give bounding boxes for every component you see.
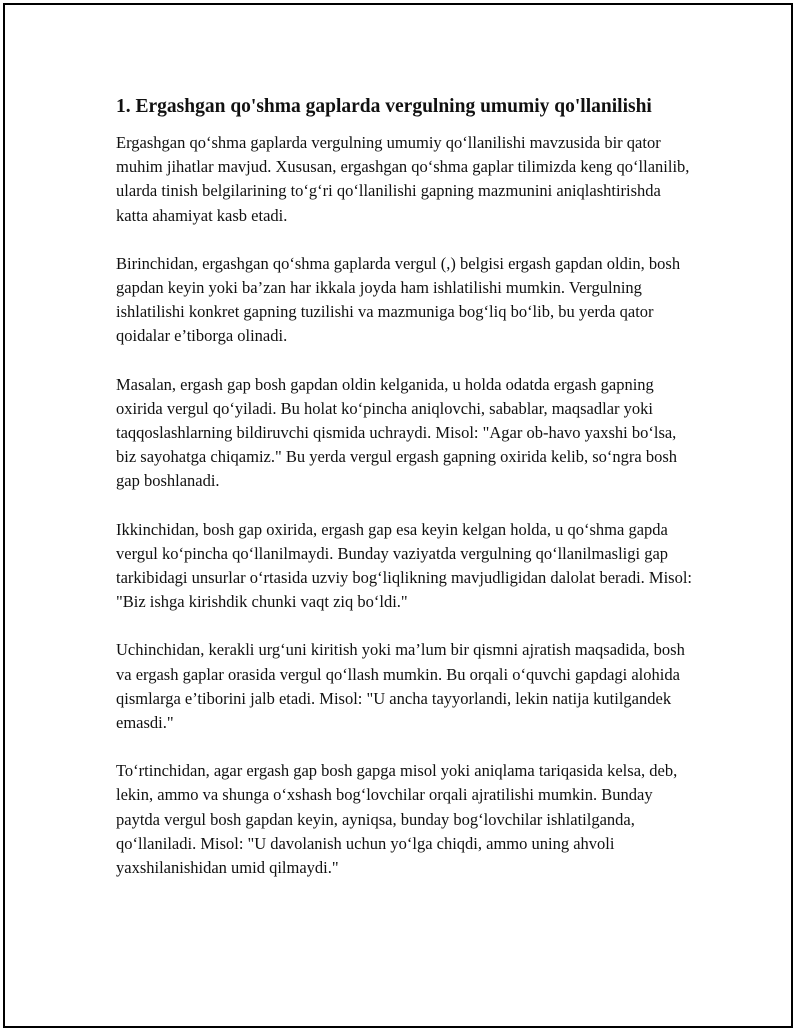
section-title: 1. Ergashgan qo'shma gaplarda vergulning umumiy qo'llanilishi bbox=[116, 96, 652, 117]
paragraph-intro: Ergashgan qo‘shma gaplarda vergulning umumiy qo‘llanilishi mavzusida bir qator muhim jihatlar mavjud. Xususan, ergashgan qo‘shma gaplar tilimizda keng qo‘llanilib, ularda tinish belgilarining to‘g‘ri qo‘llanilishi gapning mazmunini aniqlashtirishda katta ahamiyat kasb etadi. bbox=[116, 133, 690, 225]
paragraph-third-point: Uchinchidan, kerakli urg‘uni kiritish yoki ma’lum bir qismni ajratish maqsadida, bosh va ergash gaplar orasida vergul qo‘llash mumkin. Bu orqali o‘quvchi gapdagi alohida qismlarga e’tiborini jalb etadi. Misol: "U ancha tayyorlandi, lekin natija kutilgandek emasdi." bbox=[116, 640, 685, 733]
paragraph-second-point: Ikkinchidan, bosh gap oxirida, ergash gap esa keyin kelgan holda, u qo‘shma gapda vergul ko‘pincha qo‘llanilmaydi. Bunday vaziyatda vergulning qo‘llanilmasligi gap tarkibidagi unsurlar o‘rtasida uzviy bog‘liqlikning mavjudligidan dalolat beradi. Misol: "Biz ishga kirishdik chunki vaqt ziq bo‘ldi." bbox=[116, 519, 693, 612]
document-body bbox=[116, 93, 696, 904]
paragraph-first-point: Birinchidan, ergashgan qo‘shma gaplarda vergul (,) belgisi ergash gapdan oldin, bosh gapdan keyin yoki ba’zan har ikkala joyda ham ishlatilishi mumkin. Vergulning ishlatilishi konkret gapning tuzilishi va mazmuniga bog‘liq bo‘lib, bu yerda qator qoidalar e’tiborga olinadi. bbox=[116, 253, 681, 346]
paragraph-example: Masalan, ergash gap bosh gapdan oldin kelganida, u holda odatda ergash gapning oxirida vergul qo‘yiladi. Bu holat ko‘pincha aniqlovchi, sabablar, maqsadlar yoki taqqoslashlarning bildiruvchi qismida uchraydi. Misol: "Agar ob-havo yaxshi bo‘lsa, biz sayohatga chiqamiz." Bu yerda vergul ergash gapning oxirida kelib, so‘ngra bosh gap boshlanadi. bbox=[116, 374, 678, 491]
paragraph-fourth-point: To‘rtinchidan, agar ergash gap bosh gapga misol yoki aniqlama tariqasida kelsa, deb, lekin, ammo va shunga o‘xshash bog‘lovchilar orqali ajratilishi mumkin. Bunday paytda vergul bosh gapdan keyin, ayniqsa, bunday bog‘lovchilar ishlatilganda, qo‘llaniladi. Misol: "U davolanish uchun yo‘lga chiqdi, ammo uning ahvoli yaxshilanishidan umid qilmaydi." bbox=[116, 761, 678, 878]
